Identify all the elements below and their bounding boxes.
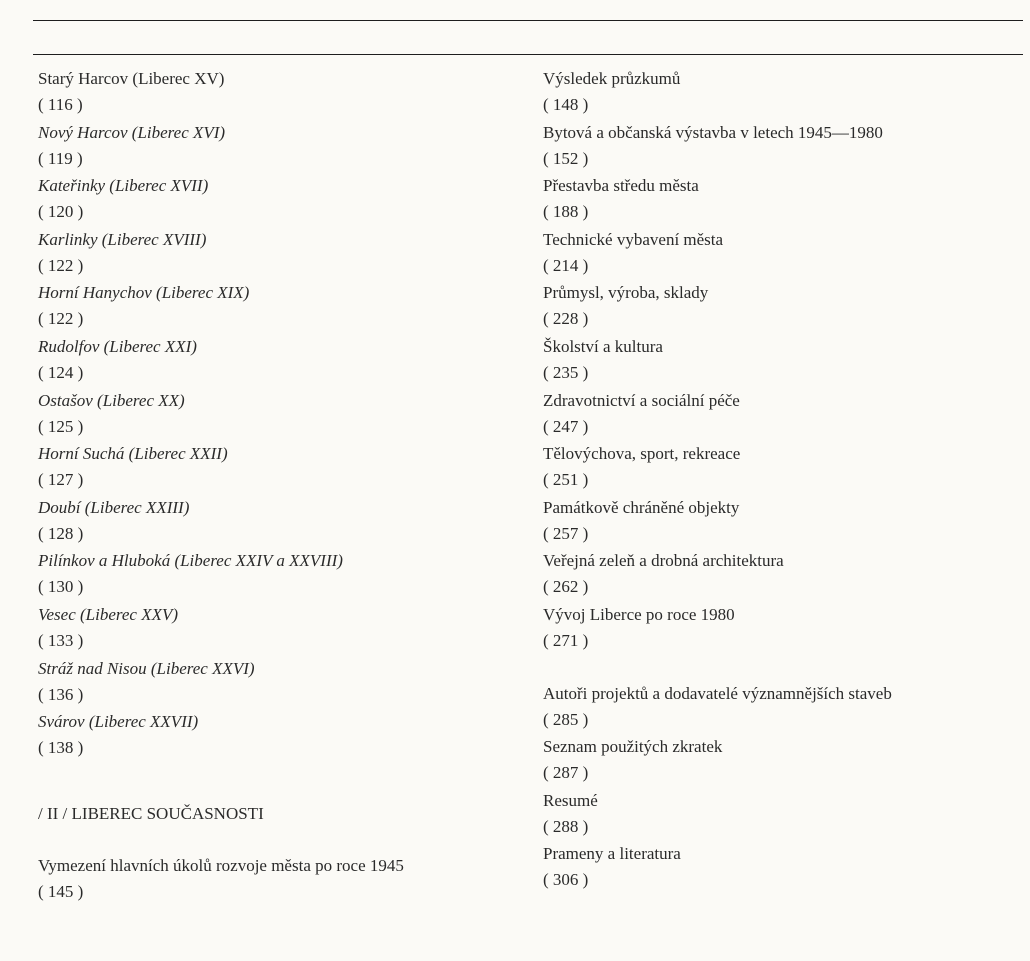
entry-page: ( 133 ) (38, 628, 518, 654)
entry-page: ( 285 ) (543, 707, 1023, 733)
entry-page: ( 119 ) (38, 146, 518, 172)
entry-page: ( 306 ) (543, 867, 1023, 893)
top-rule (33, 20, 1023, 21)
entry-title: Starý Harcov (Liberec XV) (38, 69, 225, 88)
toc-entry[interactable] (543, 602, 1023, 656)
entry-page: ( 152 ) (543, 146, 1023, 172)
entry-title: Vymezení hlavních úkolů rozvoje města po roce 1945 (38, 855, 404, 875)
toc-entry[interactable] (38, 334, 518, 388)
entry-page: ( 188 ) (543, 199, 1023, 225)
entry-page: ( 214 ) (543, 253, 1023, 279)
toc-entry[interactable] (543, 334, 1023, 388)
section-heading[interactable]: / II / LIBEREC SOUČASNOSTI (38, 803, 264, 823)
toc-entry[interactable] (38, 66, 518, 120)
entry-title: Pilínkov a Hluboká (Liberec XXIV a XXVIII) (38, 551, 343, 571)
entry-title: Přestavba středu města (543, 176, 699, 196)
entry-title: Výsledek průzkumů (543, 69, 681, 88)
toc-entry[interactable] (543, 841, 1023, 895)
toc-right-column (543, 66, 1023, 895)
entry-page: ( 287 ) (543, 760, 1023, 786)
entry-title: Bytová a občanská výstavba v letech 1945—1980 (543, 122, 883, 142)
toc-entry[interactable] (38, 280, 518, 334)
entry-page: ( 271 ) (543, 628, 1023, 654)
entry-page: ( 116 ) (38, 92, 518, 118)
toc-entry[interactable] (38, 656, 518, 710)
toc-entry[interactable] (543, 495, 1023, 549)
toc-entry[interactable] (38, 441, 518, 495)
toc-left-column (38, 66, 518, 906)
entry-title: Veřejná zeleň a drobná architektura (543, 551, 784, 571)
entry-page: ( 127 ) (38, 467, 518, 493)
toc-entry[interactable] (543, 734, 1023, 788)
entry-title: Horní Suchá (Liberec XXII) (38, 444, 228, 464)
entry-title: Resumé (543, 790, 598, 810)
entry-title: Nový Harcov (Liberec XVI) (38, 122, 226, 142)
toc-entry[interactable] (38, 120, 518, 174)
entry-title: Karlinky (Liberec XVIII) (38, 229, 207, 249)
entry-title: Rudolfov (Liberec XXI) (38, 336, 197, 356)
entry-page: ( 228 ) (543, 306, 1023, 332)
entry-page: ( 138 ) (38, 735, 518, 761)
entry-title: Doubí (Liberec XXIII) (38, 497, 190, 517)
toc-entry[interactable] (543, 120, 1023, 174)
toc-entry[interactable] (38, 173, 518, 227)
toc-entry[interactable] (543, 548, 1023, 602)
entry-title: Kateřinky (Liberec XVII) (38, 176, 209, 196)
entry-title: Zdravotnictví a sociální péče (543, 390, 740, 410)
toc-entry[interactable] (543, 788, 1023, 842)
entry-page: ( 148 ) (543, 92, 1023, 118)
entry-page: ( 262 ) (543, 574, 1023, 600)
entry-title: Prameny a literatura (543, 844, 681, 864)
entry-title: Průmysl, výroba, sklady (543, 283, 709, 303)
toc-entry[interactable] (38, 709, 518, 763)
toc-entry[interactable] (543, 227, 1023, 281)
entry-page: ( 128 ) (38, 521, 518, 547)
spacer (38, 763, 518, 801)
entry-title: Ostašov (Liberec XX) (38, 390, 185, 410)
entry-page: ( 136 ) (38, 682, 518, 708)
entry-page: ( 257 ) (543, 521, 1023, 547)
toc-entry[interactable] (38, 602, 518, 656)
toc-entry[interactable] (38, 227, 518, 281)
entry-page: ( 125 ) (38, 414, 518, 440)
entry-page: ( 247 ) (543, 414, 1023, 440)
header-rule (33, 54, 1023, 55)
entry-title: Autoři projektů a dodavatelé významnějších staveb (543, 683, 892, 703)
entry-title: Svárov (Liberec XXVII) (38, 712, 199, 732)
entry-page: ( 130 ) (38, 574, 518, 600)
toc-entry[interactable] (38, 388, 518, 442)
entry-page: ( 122 ) (38, 306, 518, 332)
entry-title: Vesec (Liberec XXV) (38, 604, 179, 624)
entry-page: ( 235 ) (543, 360, 1023, 386)
entry-title: Památkově chráněné objekty (543, 497, 740, 517)
toc-entry[interactable] (543, 66, 1023, 120)
entry-title: Stráž nad Nisou (Liberec XXVI) (38, 658, 255, 678)
toc-entry[interactable] (543, 388, 1023, 442)
entry-title: Technické vybavení města (543, 229, 724, 249)
entry-page: ( 145 ) (38, 879, 518, 905)
entry-page: ( 124 ) (38, 360, 518, 386)
entry-page: ( 288 ) (543, 814, 1023, 840)
entry-title: Seznam použitých zkratek (543, 737, 723, 757)
toc-entry[interactable] (38, 548, 518, 602)
entry-title: Horní Hanychov (Liberec XIX) (38, 283, 250, 303)
entry-title: Vývoj Liberce po roce 1980 (543, 604, 735, 624)
spacer (543, 656, 1023, 681)
entry-title: Školství a kultura (543, 336, 663, 356)
toc-entry[interactable] (38, 853, 518, 907)
spacer (38, 827, 518, 853)
entry-page: ( 120 ) (38, 199, 518, 225)
entry-page: ( 251 ) (543, 467, 1023, 493)
toc-entry[interactable] (543, 681, 1023, 735)
toc-entry[interactable] (38, 495, 518, 549)
toc-entry[interactable] (543, 441, 1023, 495)
toc-entry[interactable] (543, 173, 1023, 227)
entry-page: ( 122 ) (38, 253, 518, 279)
toc-entry[interactable] (543, 280, 1023, 334)
entry-title: Tělovýchova, sport, rekreace (543, 444, 741, 464)
